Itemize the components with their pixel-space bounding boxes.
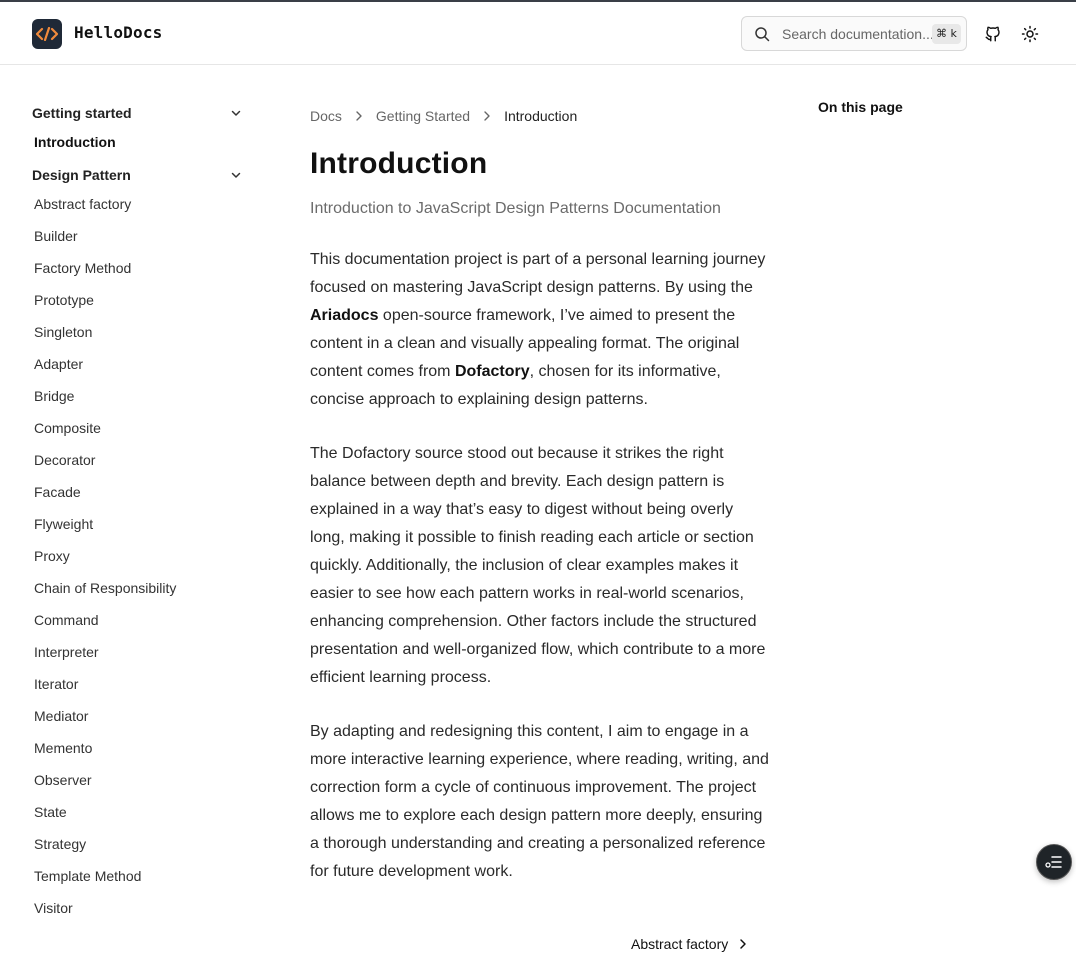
- chevron-right-icon: [482, 110, 492, 122]
- toc-toggle-button[interactable]: [1036, 844, 1072, 880]
- sidebar-item-chain-of-responsibility[interactable]: Chain of Responsibility: [34, 580, 177, 596]
- sidebar-item-command[interactable]: Command: [34, 612, 99, 628]
- sidebar-item-builder[interactable]: Builder: [34, 228, 78, 244]
- sidebar-item-state[interactable]: State: [34, 804, 67, 820]
- next-page-link[interactable]: [631, 936, 748, 952]
- sidebar-item-composite[interactable]: Composite: [34, 420, 101, 436]
- sidebar-item-flyweight[interactable]: Flyweight: [34, 516, 94, 532]
- toc-title: On this page: [818, 99, 903, 115]
- breadcrumb-docs[interactable]: Docs: [310, 108, 342, 124]
- sidebar-section-design-pattern[interactable]: Design Pattern: [32, 162, 244, 188]
- paragraph-3: By adapting and redesigning this content, I aim to engage in a more interactive learning experience, where reading, writing, and correction form a cycle of continuous improvement. The project allows me to explore each design pattern more deeply, ensuring a thorough understanding and creating a personalized reference for future development work.: [310, 723, 769, 880]
- sidebar: [32, 100, 244, 924]
- paragraph-2: The Dofactory source stood out because it strikes the right balance between depth and brevity. Each design pattern is explained in a way that’s easy to digest without being overly long, making it possible to finish reading each article or section quickly. Additionally, the inclusion of clear examples makes it easier to see how each pattern works in real-world scenarios, enhancing comprehension. Other factors include the structured presentation and well-organized flow, which contribute to a more efficient learning process.: [310, 445, 766, 686]
- chevron-right-icon: [738, 938, 748, 950]
- sidebar-item-factory-method[interactable]: Factory Method: [34, 260, 132, 276]
- sidebar-item-decorator[interactable]: Decorator: [34, 452, 96, 468]
- breadcrumb-current: Introduction: [504, 108, 578, 124]
- sidebar-item-iterator[interactable]: Iterator: [34, 676, 79, 692]
- search-shortcut-badge: ⌘ k: [932, 24, 961, 44]
- sidebar-item-strategy[interactable]: Strategy: [34, 836, 87, 852]
- sidebar-item-introduction[interactable]: Introduction: [34, 134, 116, 150]
- design-pattern-list: [32, 188, 244, 924]
- sidebar-item-facade[interactable]: Facade: [34, 484, 81, 500]
- sidebar-item-interpreter[interactable]: Interpreter: [34, 644, 99, 660]
- search-input[interactable]: [782, 25, 932, 43]
- paragraph-1: This documentation project is part of a personal learning journey focused on mastering JavaScript design patterns. By using the Ariadocs open-source framework, I’ve aimed to present the content in a clean and visually appealing format. The original content comes from Dofactory, chosen for its informative, concise approach to explaining design patterns.: [310, 251, 766, 408]
- github-icon[interactable]: [983, 24, 1003, 44]
- sidebar-item-visitor[interactable]: Visitor: [34, 900, 73, 916]
- sidebar-item-adapter[interactable]: Adapter: [34, 356, 84, 372]
- search-icon: [754, 26, 770, 42]
- bold-dofactory: Dofactory: [454, 363, 530, 380]
- sidebar-item-prototype[interactable]: Prototype: [34, 292, 94, 308]
- sidebar-item-mediator[interactable]: Mediator: [34, 708, 89, 724]
- page-subtitle: Introduction to JavaScript Design Patterns Documentation: [310, 200, 721, 217]
- sidebar-item-bridge[interactable]: Bridge: [34, 388, 75, 404]
- header: [0, 2, 1076, 65]
- sidebar-item-proxy[interactable]: Proxy: [34, 548, 70, 564]
- sidebar-item-abstract-factory[interactable]: Abstract factory: [34, 196, 132, 212]
- brand-name[interactable]: HelloDocs: [74, 23, 163, 42]
- sidebar-section-getting-started[interactable]: Getting started: [32, 100, 244, 126]
- list-icon: [1045, 855, 1063, 869]
- breadcrumb: [310, 100, 780, 132]
- theme-toggle-sun-icon[interactable]: [1020, 24, 1040, 44]
- chevron-right-icon: [354, 110, 364, 122]
- sidebar-item-template-method[interactable]: Template Method: [34, 868, 142, 884]
- chevron-down-icon: [230, 107, 242, 119]
- sidebar-item-memento[interactable]: Memento: [34, 740, 93, 756]
- bold-ariadocs: Ariadocs: [310, 307, 379, 324]
- breadcrumb-getting-started[interactable]: Getting Started: [375, 108, 471, 124]
- main-content: [310, 100, 780, 902]
- sidebar-item-singleton[interactable]: Singleton: [34, 324, 93, 340]
- page-title: Introduction: [310, 147, 488, 180]
- next-page-label: Abstract factory: [631, 936, 729, 952]
- sidebar-item-observer[interactable]: Observer: [34, 772, 92, 788]
- search-box[interactable]: [741, 16, 967, 51]
- logo-icon[interactable]: [32, 19, 62, 49]
- chevron-down-icon: [230, 169, 242, 181]
